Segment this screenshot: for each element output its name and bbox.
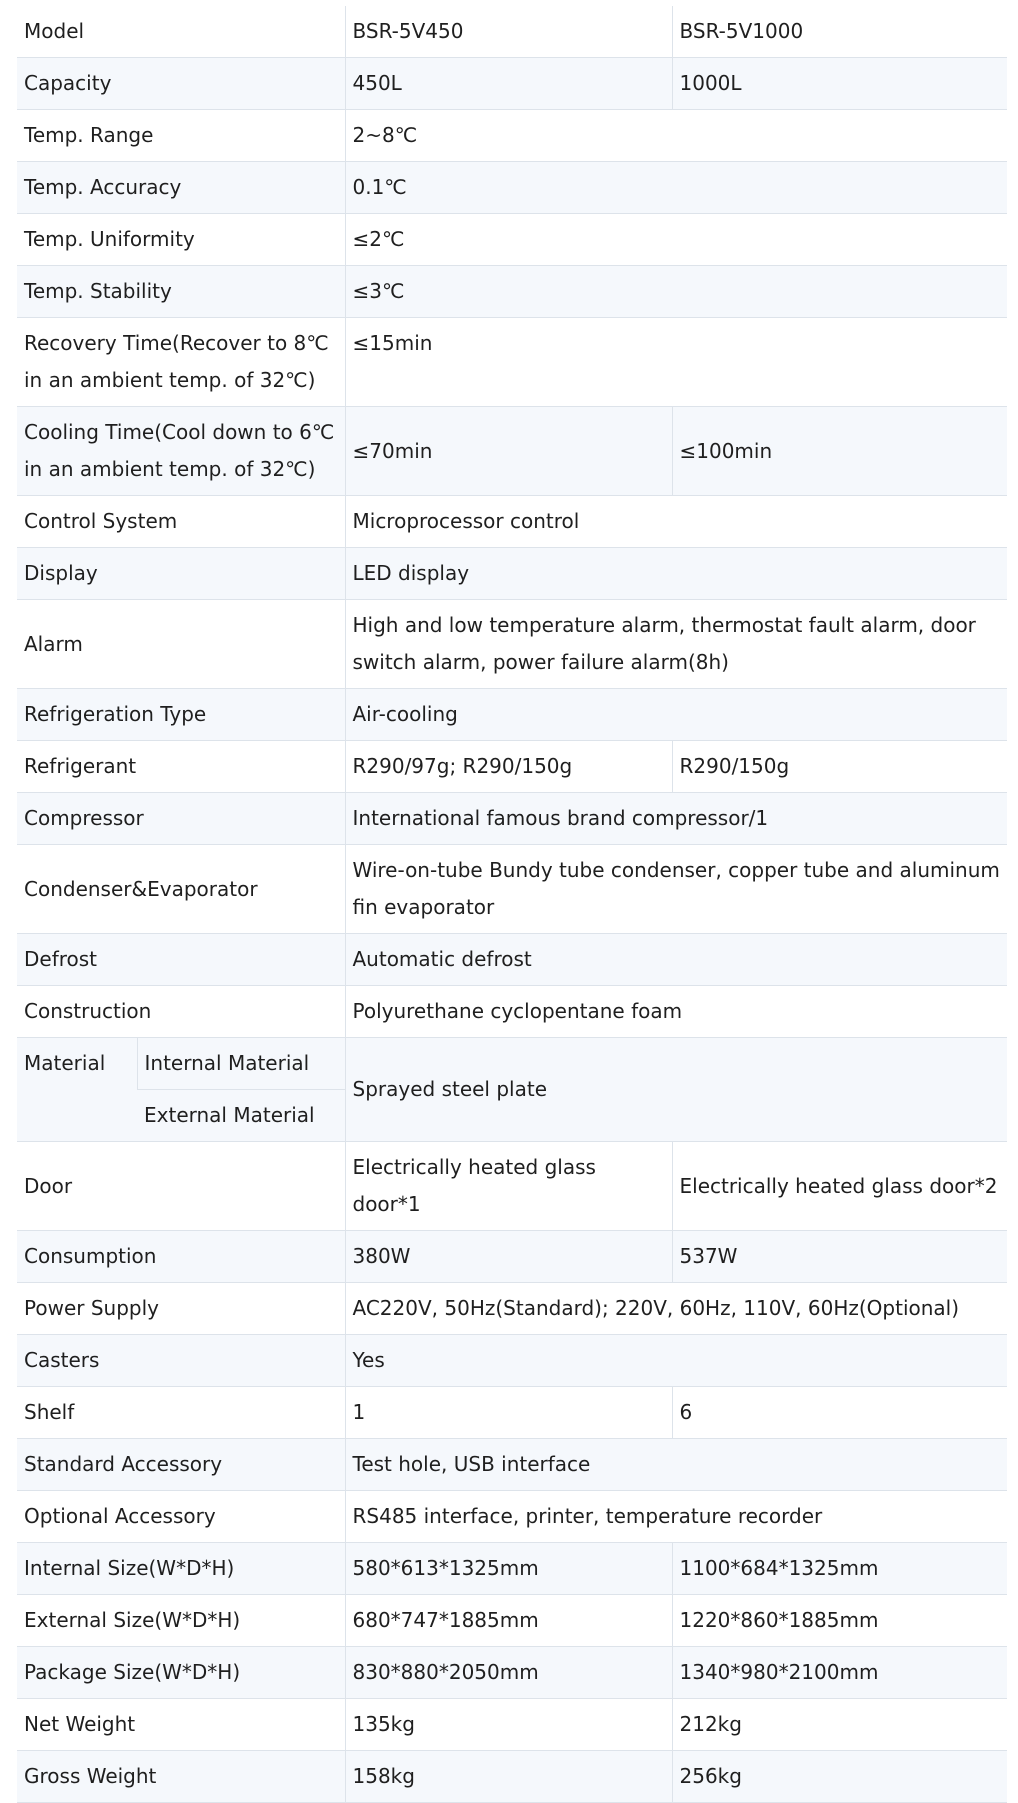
table-row <box>17 1699 1007 1751</box>
row-value: Wire-on-tube Bundy tube condenser, copper tube and aluminum fin evaporator <box>345 845 1007 934</box>
row-value: AC220V, 50Hz(Standard); 220V, 60Hz, 110V, 60Hz(Optional) <box>345 1283 1007 1335</box>
row-label: Consumption <box>17 1231 345 1283</box>
table-row <box>17 1142 1007 1231</box>
row-value: RS485 interface, printer, temperature recorder <box>345 1491 1007 1543</box>
table-row <box>17 496 1007 548</box>
row-label: Temp. Range <box>17 110 345 162</box>
row-label: Optional Accessory <box>17 1491 345 1543</box>
row-value: 380W <box>345 1231 672 1283</box>
spec-table <box>17 6 1007 1803</box>
row-label: External Size(W*D*H) <box>17 1595 345 1647</box>
row-value: Test hole, USB interface <box>345 1439 1007 1491</box>
row-label: Net Weight <box>17 1699 345 1751</box>
table-row <box>17 6 1007 58</box>
row-value: BSR-5V1000 <box>672 6 1007 58</box>
row-value: Electrically heated glass door*2 <box>672 1142 1007 1231</box>
row-value: BSR-5V450 <box>345 6 672 58</box>
row-value: ≤100min <box>672 407 1007 496</box>
row-sub-label: Internal Material <box>137 1038 345 1090</box>
table-row <box>17 214 1007 266</box>
table-row <box>17 1595 1007 1647</box>
row-label: Model <box>17 6 345 58</box>
row-value: 537W <box>672 1231 1007 1283</box>
table-row <box>17 58 1007 110</box>
row-label: Temp. Uniformity <box>17 214 345 266</box>
row-label: Construction <box>17 986 345 1038</box>
row-label: Door <box>17 1142 345 1231</box>
row-label: Package Size(W*D*H) <box>17 1647 345 1699</box>
row-value: 1220*860*1885mm <box>672 1595 1007 1647</box>
row-label: Capacity <box>17 58 345 110</box>
row-label: Refrigerant <box>17 741 345 793</box>
row-value: R290/97g; R290/150g <box>345 741 672 793</box>
row-value: 135kg <box>345 1699 672 1751</box>
row-label: Internal Size(W*D*H) <box>17 1543 345 1595</box>
row-label: Casters <box>17 1335 345 1387</box>
row-label: Material <box>17 1038 137 1142</box>
row-label: Refrigeration Type <box>17 689 345 741</box>
row-value: 1100*684*1325mm <box>672 1543 1007 1595</box>
table-row <box>17 407 1007 496</box>
row-label: Control System <box>17 496 345 548</box>
table-row <box>17 845 1007 934</box>
table-row <box>17 741 1007 793</box>
row-sub-label: External Material <box>137 1090 345 1142</box>
row-value: Sprayed steel plate <box>345 1038 1007 1142</box>
row-value: 1340*980*2100mm <box>672 1647 1007 1699</box>
table-row <box>17 1038 1007 1090</box>
row-value: 212kg <box>672 1699 1007 1751</box>
row-label: Power Supply <box>17 1283 345 1335</box>
row-value: ≤3℃ <box>345 266 1007 318</box>
row-value: ≤15min <box>345 318 1007 407</box>
row-value: 450L <box>345 58 672 110</box>
row-label: Standard Accessory <box>17 1439 345 1491</box>
row-value: ≤70min <box>345 407 672 496</box>
table-row <box>17 110 1007 162</box>
row-value: 1000L <box>672 58 1007 110</box>
row-value: 6 <box>672 1387 1007 1439</box>
row-label: Temp. Stability <box>17 266 345 318</box>
table-row <box>17 1491 1007 1543</box>
table-row <box>17 1283 1007 1335</box>
table-row <box>17 934 1007 986</box>
row-value: LED display <box>345 548 1007 600</box>
row-value: 2~8℃ <box>345 110 1007 162</box>
table-row <box>17 162 1007 214</box>
row-value: Electrically heated glass door*1 <box>345 1142 672 1231</box>
row-label: Compressor <box>17 793 345 845</box>
table-row <box>17 1387 1007 1439</box>
table-row <box>17 1335 1007 1387</box>
row-label: Alarm <box>17 600 345 689</box>
table-row <box>17 986 1007 1038</box>
table-row <box>17 1231 1007 1283</box>
table-row <box>17 1439 1007 1491</box>
row-label: Defrost <box>17 934 345 986</box>
table-row <box>17 1647 1007 1699</box>
table-row <box>17 548 1007 600</box>
table-row <box>17 689 1007 741</box>
table-row <box>17 1751 1007 1803</box>
row-value: Microprocessor control <box>345 496 1007 548</box>
row-value: 580*613*1325mm <box>345 1543 672 1595</box>
row-label: Shelf <box>17 1387 345 1439</box>
table-row <box>17 266 1007 318</box>
row-label: Recovery Time(Recover to 8℃ in an ambient temp. of 32℃) <box>17 318 345 407</box>
row-label: Cooling Time(Cool down to 6℃ in an ambient temp. of 32℃) <box>17 407 345 496</box>
row-value: International famous brand compressor/1 <box>345 793 1007 845</box>
row-label: Condenser&Evaporator <box>17 845 345 934</box>
row-value: Polyurethane cyclopentane foam <box>345 986 1007 1038</box>
row-value: Air-cooling <box>345 689 1007 741</box>
table-row <box>17 318 1007 407</box>
table-row <box>17 600 1007 689</box>
table-row <box>17 793 1007 845</box>
row-label: Display <box>17 548 345 600</box>
row-value: 158kg <box>345 1751 672 1803</box>
table-row <box>17 1543 1007 1595</box>
row-value: 1 <box>345 1387 672 1439</box>
row-value: Automatic defrost <box>345 934 1007 986</box>
row-value: R290/150g <box>672 741 1007 793</box>
row-value: ≤2℃ <box>345 214 1007 266</box>
row-label: Gross Weight <box>17 1751 345 1803</box>
row-value: 256kg <box>672 1751 1007 1803</box>
row-value: Yes <box>345 1335 1007 1387</box>
row-value: 830*880*2050mm <box>345 1647 672 1699</box>
row-value: 680*747*1885mm <box>345 1595 672 1647</box>
row-value: High and low temperature alarm, thermostat fault alarm, door switch alarm, power failure alarm(8h) <box>345 600 1007 689</box>
row-value: 0.1℃ <box>345 162 1007 214</box>
row-label: Temp. Accuracy <box>17 162 345 214</box>
